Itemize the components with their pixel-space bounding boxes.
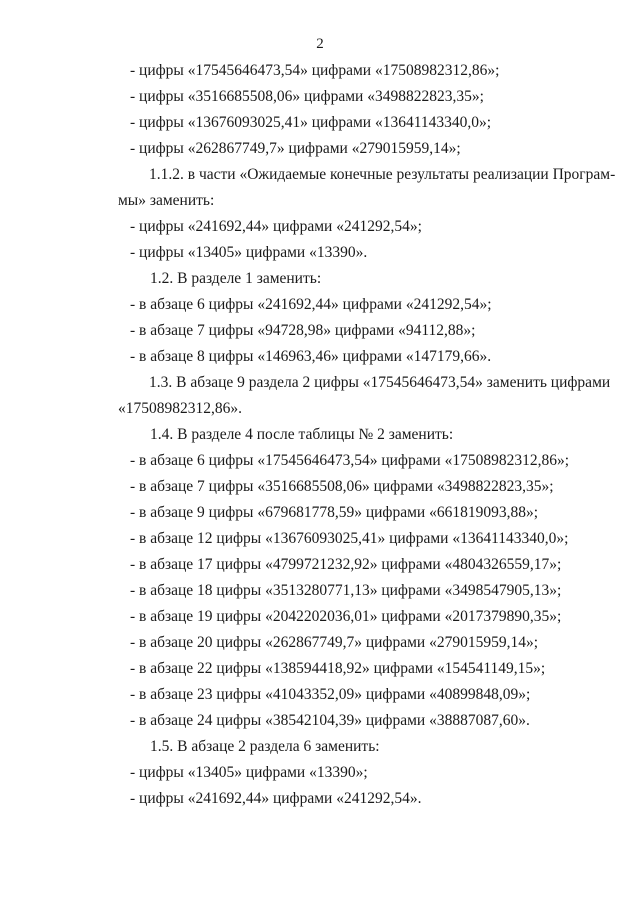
text-line: - цифры «262867749,7» цифрами «279015959,14»;	[130, 140, 461, 157]
text-line: - цифры «241692,44» цифрами «241292,54»;	[130, 218, 422, 235]
text-line: - цифры «17545646473,54» цифрами «17508982312,86»;	[130, 62, 500, 79]
section-heading-1-3: 1.3. В абзаце 9 раздела 2 цифры «17545646473,54» заменить цифрами	[149, 374, 611, 391]
text-line: - цифры «241692,44» цифрами «241292,54».	[130, 790, 422, 807]
section-heading-1-4: 1.4. В разделе 4 после таблицы № 2 заменить:	[150, 426, 454, 443]
text-line: «17508982312,86».	[118, 400, 242, 417]
text-line: - цифры «13676093025,41» цифрами «13641143340,0»;	[130, 114, 492, 131]
section-heading-1-5: 1.5. В абзаце 2 раздела 6 заменить:	[150, 738, 380, 755]
text-line: - в абзаце 7 цифры «94728,98» цифрами «94112,88»;	[130, 322, 476, 339]
text-line: - цифры «13405» цифрами «13390»;	[130, 764, 368, 781]
text-line: - в абзаце 6 цифры «17545646473,54» цифрами «17508982312,86»;	[130, 452, 570, 469]
text-line: - в абзаце 9 цифры «679681778,59» цифрами «661819093,88»;	[130, 504, 539, 521]
text-line: мы» заменить:	[118, 192, 215, 209]
text-line: - в абзаце 19 цифры «2042202036,01» цифрами «2017379890,35»;	[130, 608, 562, 625]
text-line: - в абзаце 7 цифры «3516685508,06» цифрами «3498822823,35»;	[130, 478, 554, 495]
text-line: - в абзаце 22 цифры «138594418,92» цифрами «154541149,15»;	[130, 660, 546, 677]
text-line: - в абзаце 23 цифры «41043352,09» цифрами «40899848,09»;	[130, 686, 531, 703]
text-line: - в абзаце 8 цифры «146963,46» цифрами «147179,66».	[130, 348, 492, 365]
section-heading-1-2: 1.2. В разделе 1 заменить:	[150, 270, 322, 287]
text-line: - в абзаце 24 цифры «38542104,39» цифрами «38887087,60».	[130, 712, 530, 729]
text-line: - цифры «13405» цифрами «13390».	[130, 244, 368, 261]
page-number: 2	[316, 36, 324, 52]
text-line: - в абзаце 6 цифры «241692,44» цифрами «241292,54»;	[130, 296, 492, 313]
text-line: - в абзаце 17 цифры «4799721232,92» цифрами «4804326559,17»;	[130, 556, 562, 573]
text-line: - цифры «3516685508,06» цифрами «3498822823,35»;	[130, 88, 484, 105]
text-line: - в абзаце 20 цифры «262867749,7» цифрами «279015959,14»;	[130, 634, 539, 651]
paragraph-heading-1-1-2: 1.1.2. в части «Ожидаемые конечные результаты реализации Програм-	[149, 166, 616, 183]
text-line: - в абзаце 12 цифры «13676093025,41» цифрами «13641143340,0»;	[130, 530, 569, 547]
text-line: - в абзаце 18 цифры «3513280771,13» цифрами «3498547905,13»;	[130, 582, 562, 599]
